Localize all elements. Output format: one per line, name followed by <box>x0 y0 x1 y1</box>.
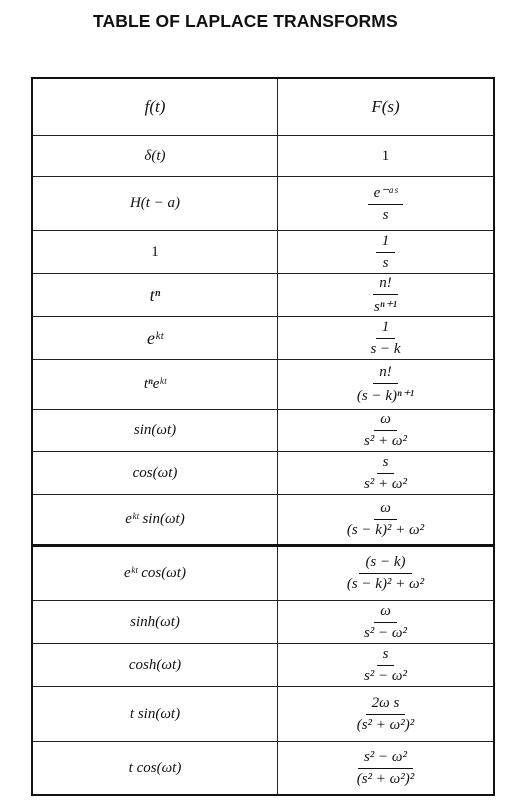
header-F-of-s: F(s) <box>371 97 400 116</box>
page-title: TABLE OF LAPLACE TRANSFORMS <box>93 11 398 31</box>
row-9-F-numerator: ω <box>374 500 397 520</box>
row-12-f: cosh(ωt) <box>128 656 182 673</box>
row-6-f: tⁿeᵏᵗ <box>143 376 167 392</box>
row-7-f: sin(ωt) <box>133 422 177 438</box>
row-14-f: t cos(ωt) <box>128 759 182 776</box>
row-11-F-numerator: ω <box>374 603 397 623</box>
row-5-f: eᵏᵗ <box>146 327 164 348</box>
table-row <box>33 410 493 452</box>
row-2-F <box>368 183 404 224</box>
row-3-F <box>376 233 396 272</box>
table-row <box>33 495 493 547</box>
table-row <box>33 231 493 274</box>
row-11-f: sinh(ωt) <box>130 613 180 630</box>
table-header-row <box>33 79 493 136</box>
row-10-F-numerator: (s − k) <box>359 554 411 574</box>
row-13-f: t sin(ωt) <box>129 705 181 722</box>
row-7-F-numerator: ω <box>374 411 397 431</box>
row-2-f: H(t − a) <box>129 195 181 211</box>
header-f-of-t: f(t) <box>144 97 166 116</box>
row-7-F <box>358 411 413 450</box>
table-row <box>33 317 493 360</box>
row-8-F <box>358 454 413 493</box>
row-5-F-denominator: s − k <box>370 340 401 357</box>
row-9-f: eᵏᵗ sin(ωt) <box>125 511 185 527</box>
table-row <box>33 644 493 687</box>
table-row <box>33 687 493 742</box>
table-row <box>33 136 493 177</box>
row-14-F-denominator: (s² + ω²)² <box>356 770 415 787</box>
row-6-F <box>351 364 420 405</box>
row-14-F <box>351 749 421 788</box>
row-11-F-denominator: s² − ω² <box>363 624 408 641</box>
laplace-table <box>31 77 495 796</box>
table-row <box>33 742 493 794</box>
row-13-F <box>351 695 421 734</box>
row-2-F-numerator: e⁻ᵃˢ <box>368 183 404 205</box>
row-8-F-numerator: s <box>377 454 395 474</box>
row-4-F-denominator: sⁿ⁺¹ <box>374 298 397 315</box>
row-5-F <box>364 319 406 358</box>
row-13-F-numerator: 2ω s <box>366 695 406 715</box>
row-7-F-denominator: s² + ω² <box>363 433 408 449</box>
row-4-F-numerator: n! <box>373 275 398 295</box>
row-12-F-denominator: s² − ω² <box>363 667 408 684</box>
row-5-F-numerator: 1 <box>376 319 396 339</box>
row-13-F-denominator: (s² + ω²)² <box>356 716 415 733</box>
table-row <box>33 177 493 231</box>
row-10-F-denominator: (s − k)² + ω² <box>346 576 425 592</box>
row-9-F <box>341 500 430 539</box>
row-10-f: eᵏᵗ cos(ωt) <box>124 565 186 581</box>
row-3-f: 1 <box>151 243 159 260</box>
table-row <box>33 601 493 644</box>
row-2-F-denominator: s <box>382 207 389 223</box>
row-4-f: tⁿ <box>149 284 161 305</box>
row-12-F <box>358 646 413 685</box>
row-1-F: 1 <box>381 147 390 164</box>
row-4-F <box>368 275 403 316</box>
table-row <box>33 452 493 495</box>
row-1-f: δ(t) <box>144 147 166 164</box>
row-3-F-numerator: 1 <box>376 233 396 253</box>
row-8-F-denominator: s² + ω² <box>363 475 408 492</box>
row-8-f: cos(ωt) <box>132 464 178 481</box>
table-row <box>33 274 493 317</box>
row-6-F-numerator: n! <box>373 364 398 384</box>
row-3-F-denominator: s <box>382 254 389 271</box>
row-10-F <box>341 554 430 593</box>
row-12-F-numerator: s <box>377 646 395 666</box>
row-6-F-denominator: (s − k)ⁿ⁺¹ <box>356 388 415 404</box>
row-9-F-denominator: (s − k)² + ω² <box>346 522 425 538</box>
row-14-F-numerator: s² − ω² <box>358 749 413 769</box>
table-row <box>33 360 493 410</box>
row-11-F <box>358 603 413 642</box>
table-row <box>33 547 493 601</box>
